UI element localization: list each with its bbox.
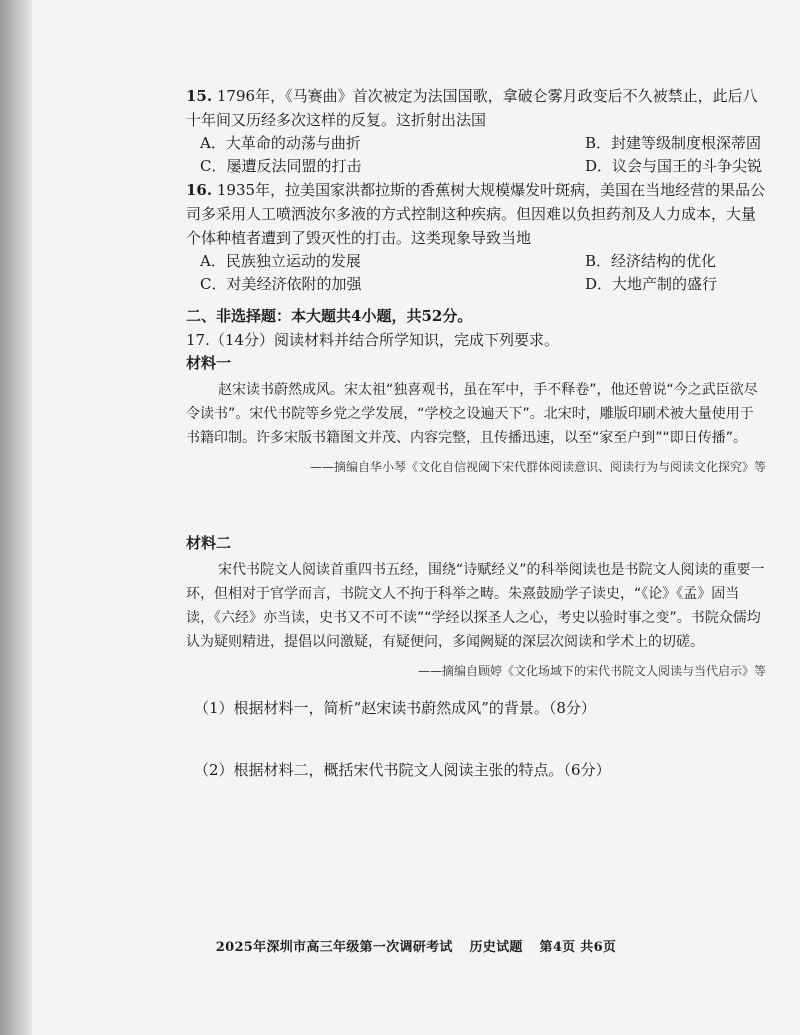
question-text: 1796年，《马赛曲》首次被定为法国国歌，拿破仑雾月政变后不久被禁止，此后八十年间又历经多次这样的反复。这折射出法国 xyxy=(186,87,758,129)
question-number: 16. xyxy=(186,181,213,199)
option-d: D．大地产制的盛行 xyxy=(585,275,718,293)
options xyxy=(186,250,766,296)
subject-name: 历史试题 xyxy=(469,940,523,955)
question-stem xyxy=(186,178,766,250)
question-15 xyxy=(186,84,766,178)
question-17-intro: 17.（14分）阅读材料并结合所学知识，完成下列要求。 xyxy=(186,331,559,349)
material-source: ——摘编自华小琴《文化自信视阈下宋代群体阅读意识、阅读行为与阅读文化探究》等 xyxy=(309,460,766,474)
material-2 xyxy=(186,532,766,682)
exam-name: 2025年深圳市高三年级第一次调研考试 xyxy=(215,940,453,955)
option-c: C．对美经济依附的加强 xyxy=(200,275,362,293)
material-source: ——摘编自顾婷《文化场域下的宋代书院文人阅读与当代启示》等 xyxy=(417,664,766,678)
options xyxy=(186,132,766,178)
option-c: C．屡遭反法同盟的打击 xyxy=(200,157,362,175)
question-text: 1935年，拉美国家洪都拉斯的香蕉树大规模爆发叶斑病，美国在当地经营的果品公司多采用人工喷洒波尔多液的方式控制这种疾病。但因难以负担药剂及人力成本，大量个体种植者遭到了毁灭性的打击。这类现象导致当地 xyxy=(186,181,766,247)
sub-question-1: （1）根据材料一，简析“赵宋读书蔚然成风”的背景。（8分） xyxy=(194,699,596,717)
option-d: D．议会与国王的斗争尖锐 xyxy=(585,157,763,175)
question-number: 15. xyxy=(186,87,213,105)
section-title: 二、非选择题：本大题共4小题，共52分。 xyxy=(186,307,473,325)
exam-page xyxy=(32,0,800,1035)
question-stem xyxy=(186,84,766,132)
scan-edge-shadow xyxy=(0,0,32,1035)
material-label: 材料一 xyxy=(186,354,232,372)
option-a: A．民族独立运动的发展 xyxy=(200,252,361,270)
sub-question-2: （2）根据材料二，概括宋代书院文人阅读主张的特点。（6分） xyxy=(194,761,611,779)
option-b: B．封建等级制度根深蒂固 xyxy=(585,134,762,152)
page-content xyxy=(186,84,766,782)
material-text: 宋代书院文人阅读首重四书五经，围绕“诗赋经义”的科举阅读也是书院文人阅读的重要一环，但相对于官学而言，书院文人不拘于科举之畴。朱熹鼓励学子读史，“《论》《孟》固当读，《六经》亦当读，史书又不可不读”“学经以探圣人之心，考史以验时事之变”。书院众儒均认为疑则精进，提倡以问激疑，有疑便问，多闻阙疑的深层次阅读和学术上的切磋。 xyxy=(186,562,765,650)
option-b: B．经济结构的优化 xyxy=(585,252,717,270)
spacer xyxy=(186,478,766,532)
option-a: A．大革命的动荡与曲折 xyxy=(200,134,361,152)
material-1 xyxy=(186,352,766,478)
material-text: 赵宋读书蔚然成风。宋太祖“独喜观书，虽在军中，手不释卷”，他还曾说“今之武臣欲尽令读书”。宋代书院等乡党之学发展，“学校之设遍天下”。北宋时，雕版印刷术被大量使用于书籍印制。许多宋版书籍图文并茂、内容完整，且传播迅速，以至“家至户到”“即日传播”。 xyxy=(186,382,758,446)
page-number: 第4页 共6页 xyxy=(539,940,617,955)
question-16 xyxy=(186,178,766,296)
page-footer xyxy=(32,936,800,955)
material-label: 材料二 xyxy=(186,534,232,552)
